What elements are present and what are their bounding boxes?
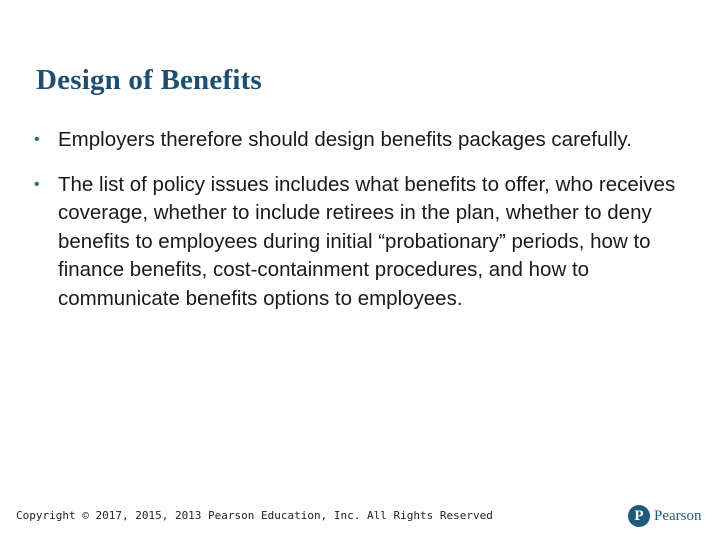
pearson-logo: [628, 505, 702, 527]
copyright-footer: Copyright © 2017, 2015, 2013 Pearson Education, Inc. All Rights Reserved: [16, 509, 493, 522]
bullet-text: Employers therefore should design benefits packages carefully.: [58, 128, 632, 151]
bullet-text: The list of policy issues includes what benefits to offer, who receives coverage, whether to include retirees in the plan, whether to deny benefits to employees during initial “probationary” periods, how to finance benefits, cost-containment procedures, and how to communicate benefits options to employees.: [58, 172, 676, 310]
bullet-item: [30, 171, 680, 314]
bullet-icon: •: [34, 175, 40, 193]
pearson-logo-text: Pearson: [654, 507, 702, 524]
slide-title: Design of Benefits: [36, 64, 262, 96]
bullet-icon: •: [34, 131, 40, 148]
bullet-list: [30, 126, 680, 329]
bullet-item: [30, 126, 680, 155]
pearson-logo-icon: P: [628, 505, 650, 527]
